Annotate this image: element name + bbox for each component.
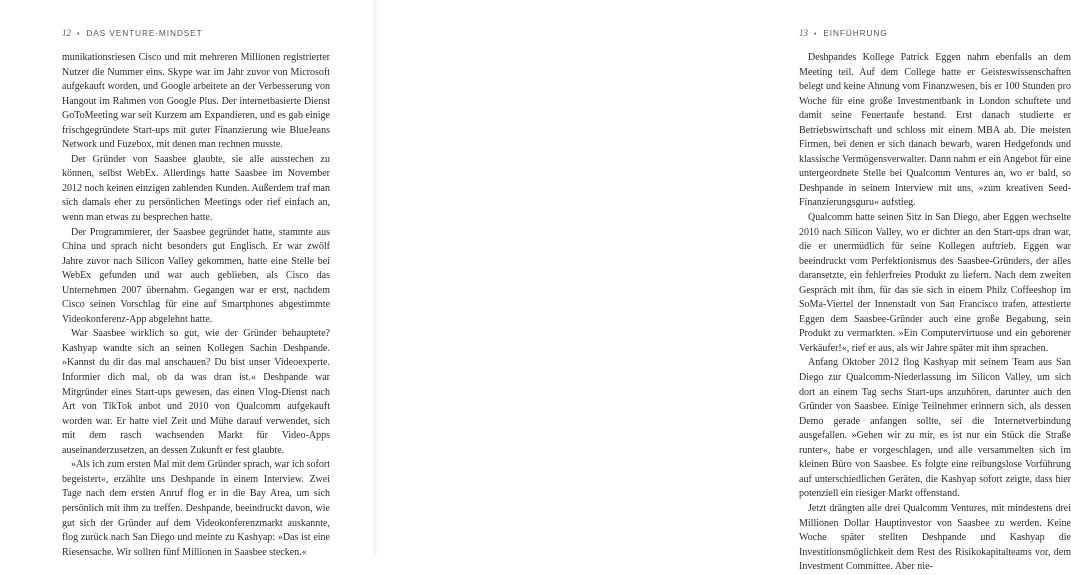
running-head-title: EINFÜHRUNG: [823, 28, 888, 38]
paragraph: Deshpandes Kollege Patrick Eggen nahm ebenfalls an dem Meeting teil. Auf dem College hatte er Geisteswissenschaften belegt und keine Ahnung vom Finanzwesen, bis er 100 Stunden pro Woche für eine große Investmentbank in London schuftete und damit seine Feuertaufe bestand. Erst danach studierte er Betriebswirtschaft und schloss mit einem MBA ab. Die meisten Firmen, bei denen er sich danach bewarb, waren Hedgefonds und klassische Vermögensverwalter. Dann nahm er ein Angebot für eine untergeordnete Stelle bei Qualcomm Ventures an, wo er bald, so Deshpande in seinem Interview mit uns, »zum kreativen Seed-Finanzierungsguru« aufstieg.: [799, 52, 1071, 209]
paragraph: munikationsriesen Cisco und mit mehreren Millionen registrierter Nutzer die Nummer eins. Skype war im Jahr zuvor von Microsoft aufgekauft worden, und Google arbeitete an der Verbesserung von Hangout im Rahmen von Google Plus. Der internetbasierte Dienst GoToMeeting war seit Kurzem am Expandieren, und es gab einige frischgegründete Start-ups mit guter Finanzierung wie BlueJeans Network und Fuzebox, mit denen man rechnen musste.: [62, 52, 330, 151]
running-header: [799, 28, 888, 38]
page-number: 12: [62, 28, 71, 38]
header-separator: •: [814, 31, 818, 38]
running-header: [62, 28, 203, 38]
left-page: [0, 0, 375, 556]
paragraph: Der Gründer von Saasbee glaubte, sie alle ausstechen zu können, selbst WebEx. Allerdings hatte Saasbee im November 2012 noch keinen einzigen zahlenden Kunden. Außerdem traf man sich damals eher zu persönlichen Meetings oder rief einfach an, wenn man etwas zu besprechen hatte.: [62, 153, 330, 224]
paragraph: Der Programmierer, der Saasbee gegründet hatte, stammte aus China und sprach nicht besonders gut Englisch. Er war zwölf Jahre zuvor nach Silicon Valley gekommen, hatte eine Stelle bei WebEx gefunden und war auch geblieben, als Cisco das Unternehmen 2007 übernahm. Gegangen war er erst, nachdem Cisco seinen Vorschlag für eine auf Smartphones abgestimmte Videokonferenz-App abgelehnt hatte.: [62, 226, 330, 325]
paragraph: War Saasbee wirklich so gut, wie der Gründer behauptete? Kashyap wandte sich an seinen Kollegen Sachin Deshpande. »Kannst du dir das mal anschauen? Du bist unser Videoexperte. Informier dich mal, ob da was dran ist.« Deshpande war Mitgründer eines Start-ups gewesen, das einen Vlog-Dienst nach Art von TikTok anbot und 2010 von Qualcomm aufgekauft worden war. Er hatte viel Zeit und Mühe darauf verwendet, sich mit dem rasch wachsenden Markt für Video-Apps auseinanderzusetzen, an dessen Zukunft er fest glaubte.: [62, 328, 330, 456]
paragraph: Qualcomm hatte seinen Sitz in San Diego, aber Eggen wechselte 2010 nach Silicon Valley, wo er dichter an den Start-ups dran war, die er unermüdlich für seine Kollegen auftrieb. Eggen war beeindruckt vom Perfektionismus des Saasbee-Gründers, der alles daransetzte, ein fehlerfreies Produkt zu liefern. Nach dem zweiten Gespräch mit ihm, für das sie sich in einem Philz Coffeeshop im SoMa-Viertel der Innenstadt von San Francisco trafen, attestierte Eggen dem Saasbee-Gründer auch eine große Begabung, sein Produkt zu vermarkten. »Ein Computervirtuose und ein geborener Verkäufer!«, rief er aus, als wir Jahre später mit ihm sprachen.: [799, 212, 1071, 354]
running-head-title: DAS VENTURE-MINDSET: [86, 28, 203, 38]
body-text: [62, 51, 330, 560]
right-page: [375, 0, 1071, 573]
body-text: [799, 51, 1071, 575]
paragraph: Jetzt drängten alle drei Qualcomm Ventures, mit mindestens drei Millionen Dollar Hauptinvestor von Saasbee zu werden. Keine Woche später stellten Deshpande und Kashyap die Investitionsmöglichkeit dem Rest des Risikokapitalteams vor, dem Investment Committee. Aber nie-: [799, 502, 1071, 573]
paragraph: »Als ich zum ersten Mal mit dem Gründer sprach, war ich sofort begeistert«, erzählte uns Deshpande in einem Interview. Zwei Tage nach dem ersten Anruf flog er in die Bay Area, um sich persönlich mit ihm zu treffen. Deshpande, beeindruckt davon, wie gut sich der Gründer auf dem Videokonferenzmarkt auskannte, flog zurück nach San Diego und meinte zu Kashyap: »Das ist eine Riesensache. Wir sollten fünf Millionen in Saasbee stecken.«: [62, 459, 330, 558]
header-separator: •: [77, 31, 81, 38]
page-number: 13: [799, 28, 808, 38]
paragraph: Anfang Oktober 2012 flog Kashyap mit seinem Team aus San Diego zur Qualcomm-Niederlassung im Silicon Valley, um sich dort an einem Tag sechs Start-ups anzuhören, darunter auch den Gründer von Saasbee. Einige Teilnehmer erinnern sich, als dessen Demo gerade anfangen sollte, sei die Internetverbindung ausgefallen. »Gehen wir zu mir, es ist nur ein Stück die Straße runter«, habe er vorgeschlagen, und alle versammelten sich im kleinen Büro von Saasbee. Es folgte eine reibungslose Vorführung auf unterschiedlichen Geräten, die Kashyap sofort zeigte, dass hier potenziell ein riesiger Markt offenstand.: [799, 357, 1071, 500]
